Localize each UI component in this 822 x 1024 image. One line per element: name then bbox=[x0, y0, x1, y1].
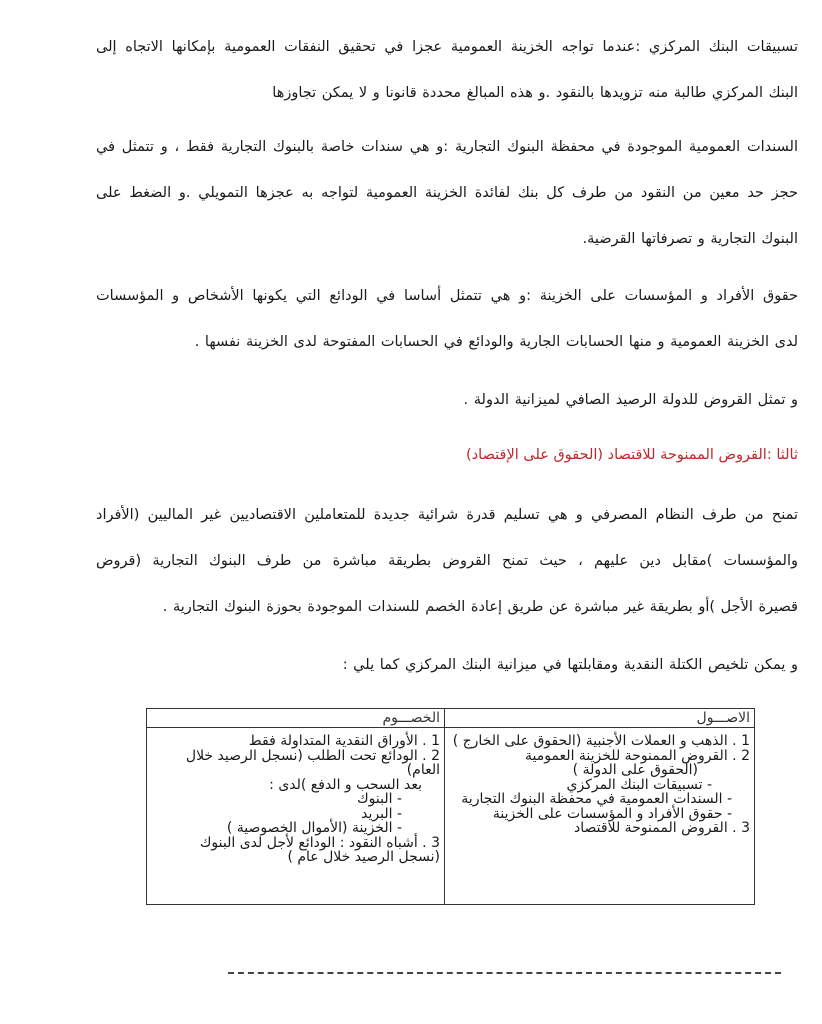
section-heading: ثالثا :القروض الممنوحة للاقتصاد (الحقوق على الإقتصاد) bbox=[466, 447, 798, 463]
asset-item: 2 . القروض الممنوحة للخزينة العمومية bbox=[525, 747, 750, 764]
paragraph-individual-claims bbox=[96, 273, 798, 365]
asset-item: - حقوق الأفراد و المؤسسات على الخزينة bbox=[492, 805, 732, 822]
paragraph-line: حقوق الأفراد و المؤسسات على الخزينة :و هي تتمثل أساسا في الودائع التي يكونها الأشخاص و المؤسسات bbox=[96, 288, 798, 304]
paragraph-line: السندات العمومية الموجودة في محفظة البنوك التجارية :و هي سندات خاصة بالبنوك التجارية فقط ، و تتمثل في bbox=[96, 139, 798, 155]
liability-item: 3 . أشباه النقود : الودائع لأجل لدى البنوك bbox=[199, 834, 440, 851]
paragraph-public-bonds bbox=[96, 124, 798, 262]
asset-item: - السندات العمومية في محفظة البنوك التجارية bbox=[461, 791, 732, 807]
table-row bbox=[147, 728, 755, 905]
paragraph-state-loans bbox=[96, 377, 798, 423]
paragraph-line: تسبيقات البنك المركزي :عندما تواجه الخزينة العمومية عجزا في تحقيق النفقات العمومية بإمكانها الاتجاه إلى bbox=[96, 39, 798, 55]
paragraph-line: والمؤسسات )مقابل دين عليهم ، حيث تمنح القروض بطريقة مباشرة من طرف البنوك التجارية (قروض bbox=[96, 553, 798, 569]
asset-item: 3 . القروض الممنوحة للاقتصاد bbox=[574, 820, 750, 836]
liability-item: - البنوك bbox=[357, 791, 402, 807]
liability-item: - البريد bbox=[361, 805, 402, 822]
table-header-row bbox=[147, 709, 755, 728]
paragraph-line: و يمكن تلخيص الكتلة النقدية ومقابلتها في ميزانية البنك المركزي كما يلي : bbox=[342, 657, 798, 673]
paragraph-line: البنك المركزي طالبة منه تزويدها بالنقود .و هذه المبالغ محددة قانونا و لا يمكن تجاوزها bbox=[272, 85, 798, 101]
footnote-separator bbox=[228, 972, 781, 974]
paragraph-line: و تمثل القروض للدولة الرصيد الصافي لميزانية الدولة . bbox=[463, 392, 798, 408]
asset-item: 1 . الذهب و العملات الأجنبية (الحقوق على الخارج ) bbox=[452, 733, 750, 749]
liability-item: - الخزينة (الأموال الخصوصية ) bbox=[226, 820, 402, 836]
paragraph-line: لدى الخزينة العمومية و منها الحسابات الجارية والودائع في الحسابات المفتوحة لدى الخزينة نفسها . bbox=[194, 334, 798, 350]
paragraph-economy-loans bbox=[96, 492, 798, 630]
liabilities-header: الخصـــوم bbox=[147, 709, 445, 728]
liability-item: 1 . الأوراق النقدية المتداولة فقط bbox=[248, 733, 440, 749]
paragraph-table-intro bbox=[96, 642, 798, 688]
assets-header: الاصـــول bbox=[445, 709, 755, 728]
liability-item: 2 . الودائع تحت الطلب (نسجل الرصيد خلال العام) bbox=[185, 747, 440, 778]
paragraph-line: قصيرة الأجل )أو بطريقة غير مباشرة عن طريق إعادة الخصم للسندات الموجودة بحوزة البنوك التجارية . bbox=[162, 599, 798, 615]
paragraph-central-bank-advances bbox=[96, 24, 798, 116]
paragraph-line: حجز حد معين من النقود من طرف كل بنك لفائدة الخزينة العمومية لتواجه به عجزها التمويلي .و الضغط على bbox=[96, 185, 798, 201]
liability-item: بعد السحب و الدفع )لدى : bbox=[269, 776, 422, 793]
balance-sheet-table bbox=[146, 708, 755, 905]
paragraph-line: تمنح من طرف النظام المصرفي و هي تسليم قدرة شرائية جديدة للمتعاملين الاقتصاديين غير الماليين (الأفراد bbox=[96, 507, 798, 523]
liability-item: (نسجل الرصيد خلال عام ) bbox=[287, 849, 440, 865]
paragraph-line: البنوك التجارية و تصرفاتها القرضية. bbox=[582, 231, 798, 247]
liabilities-cell bbox=[147, 728, 445, 905]
assets-cell bbox=[445, 728, 755, 905]
asset-item: - تسبيقات البنك المركزي bbox=[566, 776, 712, 793]
asset-item: (الحقوق على الدولة ) bbox=[572, 762, 698, 778]
